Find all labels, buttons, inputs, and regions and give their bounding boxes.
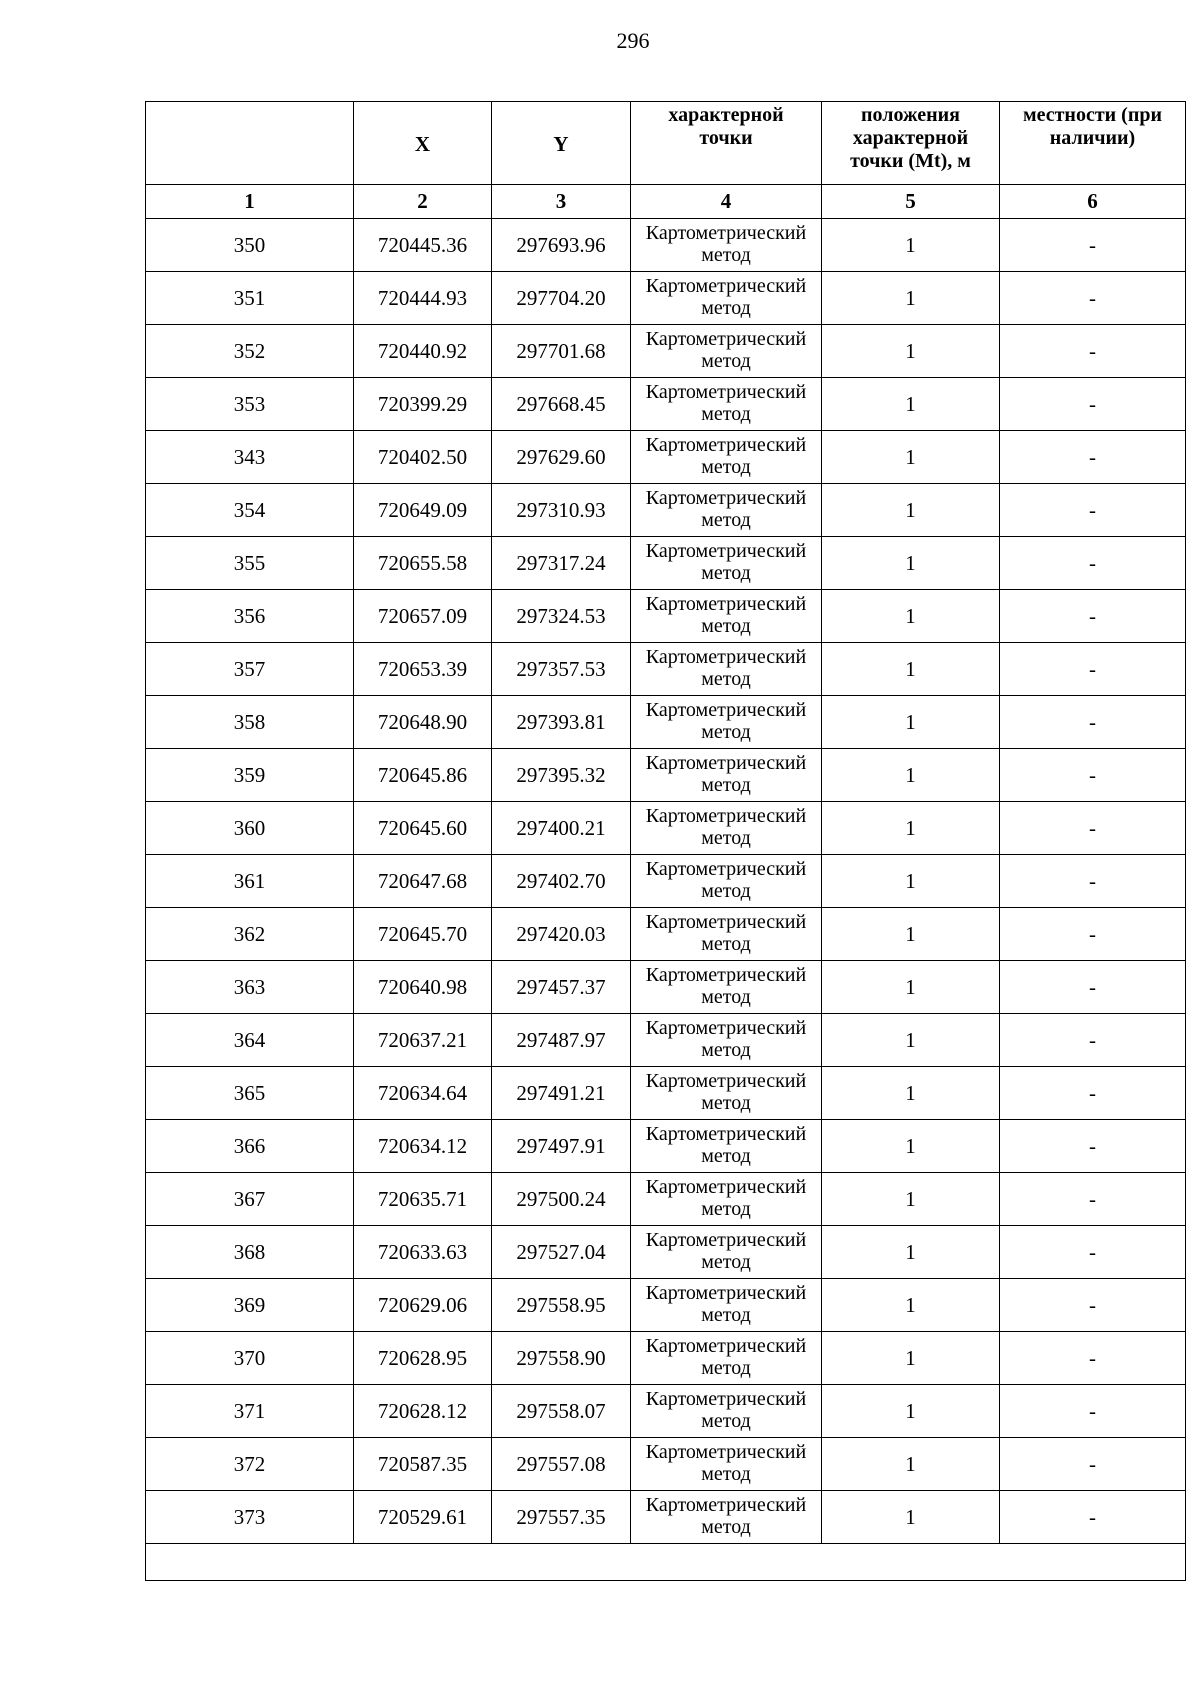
- method-line: метод: [701, 1251, 751, 1273]
- method-cell: [631, 855, 822, 908]
- method-line: Картометрический: [645, 805, 807, 827]
- page-number: 296: [616, 28, 650, 53]
- x-coordinate-cell: 720649.09: [354, 484, 492, 537]
- table-row: [146, 378, 1186, 431]
- method-line: метод: [701, 350, 751, 372]
- table-row: [146, 1332, 1186, 1385]
- header-point-number: [146, 102, 354, 185]
- method-cell: [631, 1438, 822, 1491]
- method-line: Картометрический: [645, 646, 807, 668]
- accuracy-cell: 1: [822, 1279, 1000, 1332]
- method-line: метод: [701, 986, 751, 1008]
- x-coordinate-cell: 720653.39: [354, 643, 492, 696]
- header-method-line: характерной: [668, 104, 784, 126]
- description-cell: -: [1000, 802, 1186, 855]
- table-row: [146, 1385, 1186, 1438]
- column-number: 5: [822, 185, 1000, 219]
- method-line: Картометрический: [645, 487, 807, 509]
- x-coordinate-cell: 720529.61: [354, 1491, 492, 1544]
- column-number: 6: [1000, 185, 1186, 219]
- description-cell: -: [1000, 1067, 1186, 1120]
- method-cell: [631, 1332, 822, 1385]
- method-line: Картометрический: [645, 858, 807, 880]
- column-number: 4: [631, 185, 822, 219]
- description-cell: -: [1000, 1120, 1186, 1173]
- description-cell: -: [1000, 537, 1186, 590]
- method-line: метод: [701, 1092, 751, 1114]
- table-row: [146, 749, 1186, 802]
- header-accuracy: [822, 102, 1000, 185]
- method-line: метод: [701, 1410, 751, 1432]
- accuracy-cell: 1: [822, 1173, 1000, 1226]
- point-number-cell: 364: [146, 1014, 354, 1067]
- description-cell: -: [1000, 325, 1186, 378]
- accuracy-cell: 1: [822, 1014, 1000, 1067]
- point-number-cell: 354: [146, 484, 354, 537]
- point-number-cell: 352: [146, 325, 354, 378]
- point-number-cell: 353: [146, 378, 354, 431]
- method-line: метод: [701, 509, 751, 531]
- x-coordinate-cell: 720634.12: [354, 1120, 492, 1173]
- method-cell: [631, 1173, 822, 1226]
- x-coordinate-cell: 720645.86: [354, 749, 492, 802]
- method-line: Картометрический: [645, 1123, 807, 1145]
- y-coordinate-cell: 297558.95: [492, 1279, 631, 1332]
- y-coordinate-cell: 297457.37: [492, 961, 631, 1014]
- accuracy-cell: 1: [822, 1226, 1000, 1279]
- method-line: Картометрический: [645, 540, 807, 562]
- description-cell: -: [1000, 1385, 1186, 1438]
- accuracy-cell: 1: [822, 749, 1000, 802]
- y-coordinate-cell: 297317.24: [492, 537, 631, 590]
- header-x: X: [354, 102, 492, 185]
- description-cell: -: [1000, 378, 1186, 431]
- method-line: метод: [701, 297, 751, 319]
- y-coordinate-cell: 297487.97: [492, 1014, 631, 1067]
- description-cell: -: [1000, 1279, 1186, 1332]
- y-coordinate-cell: 297497.91: [492, 1120, 631, 1173]
- y-coordinate-cell: 297701.68: [492, 325, 631, 378]
- method-line: Картометрический: [645, 1070, 807, 1092]
- method-line: метод: [701, 456, 751, 478]
- method-line: Картометрический: [645, 1494, 807, 1516]
- method-line: метод: [701, 827, 751, 849]
- accuracy-cell: 1: [822, 908, 1000, 961]
- point-number-cell: 371: [146, 1385, 354, 1438]
- header-row: [146, 102, 1186, 185]
- description-cell: -: [1000, 1226, 1186, 1279]
- point-number-cell: 369: [146, 1279, 354, 1332]
- method-line: Картометрический: [645, 434, 807, 456]
- method-line: Картометрический: [645, 593, 807, 615]
- x-coordinate-cell: 720445.36: [354, 219, 492, 272]
- header-description-line: наличии): [1049, 127, 1136, 149]
- point-number-cell: 356: [146, 590, 354, 643]
- table-row: [146, 272, 1186, 325]
- point-number-cell: 360: [146, 802, 354, 855]
- method-cell: [631, 1120, 822, 1173]
- point-number-cell: 343: [146, 431, 354, 484]
- table-row: [146, 908, 1186, 961]
- method-line: метод: [701, 1516, 751, 1538]
- header-accuracy-line: положения: [861, 104, 960, 126]
- method-line: метод: [701, 1039, 751, 1061]
- method-line: метод: [701, 1357, 751, 1379]
- description-cell: -: [1000, 908, 1186, 961]
- method-cell: [631, 1279, 822, 1332]
- method-line: метод: [701, 1463, 751, 1485]
- method-line: Картометрический: [645, 328, 807, 350]
- point-number-cell: 368: [146, 1226, 354, 1279]
- y-coordinate-cell: 297402.70: [492, 855, 631, 908]
- x-coordinate-cell: 720634.64: [354, 1067, 492, 1120]
- x-coordinate-cell: 720444.93: [354, 272, 492, 325]
- x-coordinate-cell: 720657.09: [354, 590, 492, 643]
- description-cell: -: [1000, 431, 1186, 484]
- accuracy-cell: 1: [822, 431, 1000, 484]
- point-number-cell: 370: [146, 1332, 354, 1385]
- y-coordinate-cell: 297310.93: [492, 484, 631, 537]
- table-row: [146, 219, 1186, 272]
- method-line: Картометрический: [645, 1229, 807, 1251]
- header-description-line: местности (при: [1022, 104, 1163, 126]
- y-coordinate-cell: 297693.96: [492, 219, 631, 272]
- description-cell: -: [1000, 1173, 1186, 1226]
- header-method-line: точки: [699, 127, 753, 149]
- table-row: [146, 590, 1186, 643]
- accuracy-cell: 1: [822, 378, 1000, 431]
- coordinates-table: [145, 101, 1186, 1581]
- method-cell: [631, 802, 822, 855]
- x-coordinate-cell: 720640.98: [354, 961, 492, 1014]
- table-body: [146, 102, 1186, 1581]
- x-coordinate-cell: 720637.21: [354, 1014, 492, 1067]
- method-line: метод: [701, 721, 751, 743]
- method-cell: [631, 431, 822, 484]
- y-coordinate-cell: 297400.21: [492, 802, 631, 855]
- accuracy-cell: 1: [822, 272, 1000, 325]
- method-cell: [631, 1014, 822, 1067]
- accuracy-cell: 1: [822, 961, 1000, 1014]
- point-number-cell: 362: [146, 908, 354, 961]
- method-line: Картометрический: [645, 1176, 807, 1198]
- method-line: метод: [701, 668, 751, 690]
- table-row: [146, 1438, 1186, 1491]
- method-line: Картометрический: [645, 1388, 807, 1410]
- accuracy-cell: 1: [822, 537, 1000, 590]
- table-row: [146, 696, 1186, 749]
- table-row: [146, 1173, 1186, 1226]
- method-line: Картометрический: [645, 1017, 807, 1039]
- method-cell: [631, 590, 822, 643]
- description-cell: -: [1000, 1491, 1186, 1544]
- table-row: [146, 1279, 1186, 1332]
- x-coordinate-cell: 720648.90: [354, 696, 492, 749]
- table-row: [146, 537, 1186, 590]
- accuracy-cell: 1: [822, 590, 1000, 643]
- column-number: 3: [492, 185, 631, 219]
- point-number-cell: 373: [146, 1491, 354, 1544]
- accuracy-cell: 1: [822, 855, 1000, 908]
- method-cell: [631, 1067, 822, 1120]
- column-number: 2: [354, 185, 492, 219]
- table-row: [146, 431, 1186, 484]
- method-cell: [631, 1491, 822, 1544]
- column-number-row: [146, 185, 1186, 219]
- table-row: [146, 1491, 1186, 1544]
- method-line: Картометрический: [645, 222, 807, 244]
- description-cell: -: [1000, 590, 1186, 643]
- y-coordinate-cell: 297704.20: [492, 272, 631, 325]
- x-coordinate-cell: 720628.12: [354, 1385, 492, 1438]
- point-number-cell: 365: [146, 1067, 354, 1120]
- x-coordinate-cell: 720628.95: [354, 1332, 492, 1385]
- description-cell: -: [1000, 643, 1186, 696]
- point-number-cell: 372: [146, 1438, 354, 1491]
- accuracy-cell: 1: [822, 484, 1000, 537]
- y-coordinate-cell: 297357.53: [492, 643, 631, 696]
- method-cell: [631, 908, 822, 961]
- method-line: Картометрический: [645, 1335, 807, 1357]
- method-cell: [631, 378, 822, 431]
- y-coordinate-cell: 297393.81: [492, 696, 631, 749]
- table-row: [146, 1226, 1186, 1279]
- point-number-cell: 363: [146, 961, 354, 1014]
- description-cell: -: [1000, 1332, 1186, 1385]
- table-row: [146, 643, 1186, 696]
- accuracy-cell: 1: [822, 325, 1000, 378]
- table-row: [146, 961, 1186, 1014]
- method-cell: [631, 749, 822, 802]
- point-number-cell: 361: [146, 855, 354, 908]
- accuracy-cell: 1: [822, 1385, 1000, 1438]
- method-cell: [631, 1385, 822, 1438]
- y-coordinate-cell: 297324.53: [492, 590, 631, 643]
- x-coordinate-cell: 720647.68: [354, 855, 492, 908]
- method-cell: [631, 325, 822, 378]
- point-number-cell: 359: [146, 749, 354, 802]
- method-line: метод: [701, 244, 751, 266]
- description-cell: -: [1000, 484, 1186, 537]
- header-method: [631, 102, 822, 185]
- method-line: Картометрический: [645, 1282, 807, 1304]
- empty-footer-cell: [146, 1544, 1186, 1581]
- x-coordinate-cell: 720655.58: [354, 537, 492, 590]
- x-coordinate-cell: 720635.71: [354, 1173, 492, 1226]
- method-line: Картометрический: [645, 752, 807, 774]
- table-row: [146, 1120, 1186, 1173]
- description-cell: -: [1000, 749, 1186, 802]
- accuracy-cell: 1: [822, 1491, 1000, 1544]
- method-line: Картометрический: [645, 911, 807, 933]
- y-coordinate-cell: 297558.90: [492, 1332, 631, 1385]
- accuracy-cell: 1: [822, 643, 1000, 696]
- method-cell: [631, 484, 822, 537]
- method-line: метод: [701, 562, 751, 584]
- description-cell: -: [1000, 272, 1186, 325]
- table-row: [146, 1067, 1186, 1120]
- method-line: Картометрический: [645, 381, 807, 403]
- method-line: метод: [701, 403, 751, 425]
- description-cell: -: [1000, 219, 1186, 272]
- header-accuracy-line: характерной: [852, 127, 969, 149]
- accuracy-cell: 1: [822, 1067, 1000, 1120]
- method-cell: [631, 696, 822, 749]
- x-coordinate-cell: 720402.50: [354, 431, 492, 484]
- accuracy-cell: 1: [822, 1332, 1000, 1385]
- column-number: 1: [146, 185, 354, 219]
- table-row: [146, 325, 1186, 378]
- accuracy-cell: 1: [822, 219, 1000, 272]
- method-line: метод: [701, 1145, 751, 1167]
- x-coordinate-cell: 720440.92: [354, 325, 492, 378]
- point-number-cell: 357: [146, 643, 354, 696]
- accuracy-cell: 1: [822, 802, 1000, 855]
- y-coordinate-cell: 297557.35: [492, 1491, 631, 1544]
- description-cell: -: [1000, 855, 1186, 908]
- method-cell: [631, 1226, 822, 1279]
- method-line: Картометрический: [645, 699, 807, 721]
- method-line: Картометрический: [645, 275, 807, 297]
- method-line: метод: [701, 933, 751, 955]
- x-coordinate-cell: 720587.35: [354, 1438, 492, 1491]
- table-row: [146, 855, 1186, 908]
- description-cell: -: [1000, 961, 1186, 1014]
- description-cell: -: [1000, 1438, 1186, 1491]
- description-cell: -: [1000, 1014, 1186, 1067]
- point-number-cell: 358: [146, 696, 354, 749]
- point-number-cell: 366: [146, 1120, 354, 1173]
- point-number-cell: 355: [146, 537, 354, 590]
- table-row: [146, 802, 1186, 855]
- accuracy-cell: 1: [822, 1438, 1000, 1491]
- x-coordinate-cell: 720645.60: [354, 802, 492, 855]
- table-row: [146, 1014, 1186, 1067]
- method-cell: [631, 272, 822, 325]
- method-line: метод: [701, 1198, 751, 1220]
- x-coordinate-cell: 720645.70: [354, 908, 492, 961]
- method-line: метод: [701, 774, 751, 796]
- accuracy-cell: 1: [822, 696, 1000, 749]
- point-number-cell: 350: [146, 219, 354, 272]
- header-y: Y: [492, 102, 631, 185]
- y-coordinate-cell: 297557.08: [492, 1438, 631, 1491]
- point-number-cell: 367: [146, 1173, 354, 1226]
- empty-footer-row: [146, 1544, 1186, 1581]
- method-line: метод: [701, 880, 751, 902]
- table-row: [146, 484, 1186, 537]
- method-line: Картометрический: [645, 1441, 807, 1463]
- method-line: метод: [701, 1304, 751, 1326]
- method-line: метод: [701, 615, 751, 637]
- y-coordinate-cell: 297491.21: [492, 1067, 631, 1120]
- x-coordinate-cell: 720633.63: [354, 1226, 492, 1279]
- header-accuracy-line: точки (Mt), м: [850, 150, 971, 172]
- method-cell: [631, 219, 822, 272]
- y-coordinate-cell: 297395.32: [492, 749, 631, 802]
- y-coordinate-cell: 297668.45: [492, 378, 631, 431]
- y-coordinate-cell: 297500.24: [492, 1173, 631, 1226]
- y-coordinate-cell: 297558.07: [492, 1385, 631, 1438]
- x-coordinate-cell: 720629.06: [354, 1279, 492, 1332]
- y-coordinate-cell: 297629.60: [492, 431, 631, 484]
- accuracy-cell: 1: [822, 1120, 1000, 1173]
- y-coordinate-cell: 297527.04: [492, 1226, 631, 1279]
- method-cell: [631, 643, 822, 696]
- method-line: Картометрический: [645, 964, 807, 986]
- x-coordinate-cell: 720399.29: [354, 378, 492, 431]
- y-coordinate-cell: 297420.03: [492, 908, 631, 961]
- description-cell: -: [1000, 696, 1186, 749]
- method-cell: [631, 961, 822, 1014]
- header-description: [1000, 102, 1186, 185]
- method-cell: [631, 537, 822, 590]
- point-number-cell: 351: [146, 272, 354, 325]
